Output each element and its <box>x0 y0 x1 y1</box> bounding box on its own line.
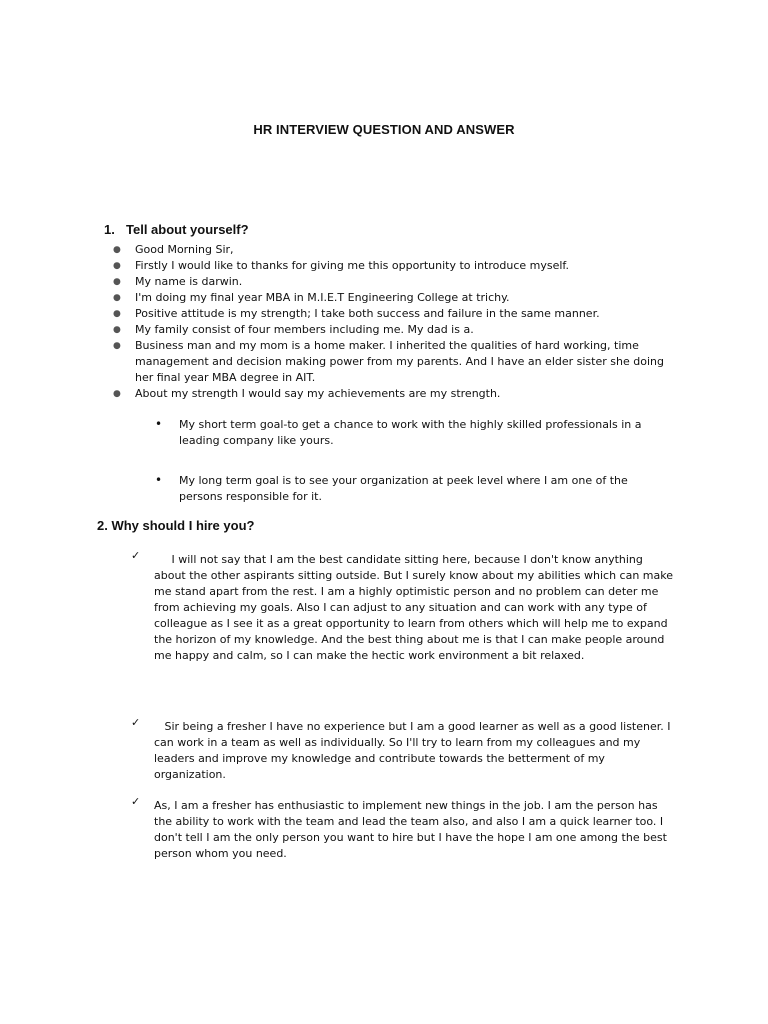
bullet-icon: ● <box>113 389 121 399</box>
short-term-goal: • My short term goal-to get a chance to work with the highly skilled professionals in a leading company like yours. <box>155 417 642 447</box>
question-1-answer-list <box>0 242 665 402</box>
bullet-icon: ● <box>113 293 121 303</box>
checkmark-icon: ✓ <box>131 716 141 729</box>
answer-paragraph: ✓ Sir being a fresher I have no experience but I am a good learner as well as a good listener. I can work in a team as well as individually. So I'll try to learn from my colleagues and my leaders and improve my knowledge and contribute towards the betterment of my organization. <box>131 716 674 781</box>
list-item: ● About my strength I would say my achievements are my strength. <box>113 387 501 400</box>
list-item: ● Good Morning Sir, <box>113 243 234 256</box>
bullet-icon: ● <box>113 341 121 351</box>
list-item: ● Positive attitude is my strength; I take both success and failure in the same manner. <box>113 307 600 320</box>
question-1-number: 1. <box>104 222 115 237</box>
list-item: ● Firstly I would like to thanks for giving me this opportunity to introduce myself. <box>113 259 569 272</box>
bullet-icon: • <box>155 473 163 487</box>
bullet-icon: ● <box>113 325 121 335</box>
list-item: ● Business man and my mom is a home maker. I inherited the qualities of hard working, time management and decision making power from my parents. And I have an elder sister she doing her final year MBA degree in AIT. <box>113 339 664 384</box>
list-item: ● I'm doing my final year MBA in M.I.E.T Engineering College at trichy. <box>113 291 510 304</box>
question-1-heading <box>104 222 249 237</box>
bullet-icon: ● <box>113 277 121 287</box>
question-1-text: Tell about yourself? <box>126 222 249 237</box>
bullet-icon: • <box>155 417 163 431</box>
bullet-icon: ● <box>113 261 121 271</box>
document-title: HR INTERVIEW QUESTION AND ANSWER <box>253 122 515 137</box>
answer-paragraph: ✓ I will not say that I am the best candidate sitting here, because I don't know anything about the other aspirants sitting outside. But I surely know about my abilities which can make me stand apart from the rest. I am a highly optimistic person and no problem can deter me from achieving my goals. Also I can adjust to any situation and can work with any type of colleague as I see it as a great opportunity to learn from others which will help me to expand the horizon of my knowledge. And the best thing about me is that I can make people around me happy and calm, so I can make the hectic work environment a bit relaxed. <box>131 549 677 662</box>
checkmark-icon: ✓ <box>131 795 141 808</box>
bullet-icon: ● <box>113 309 121 319</box>
list-item: ● My name is darwin. <box>113 275 243 288</box>
long-term-goal: • My long term goal is to see your organization at peek level where I am one of the persons responsible for it. <box>155 473 628 503</box>
list-item: ● My family consist of four members including me. My dad is a. <box>113 323 474 336</box>
question-2-heading: 2. Why should I hire you? <box>97 518 255 533</box>
checkmark-icon: ✓ <box>131 549 141 562</box>
bullet-icon: ● <box>113 245 121 255</box>
answer-paragraph: ✓ As, I am a fresher has enthusiastic to implement new things in the job. I am the person has the ability to work with the team and lead the team also, and also I am a quick learner too. I don't tell I am the only person you want to hire but I have the hope I am one among the best person whom you need. <box>131 795 671 860</box>
